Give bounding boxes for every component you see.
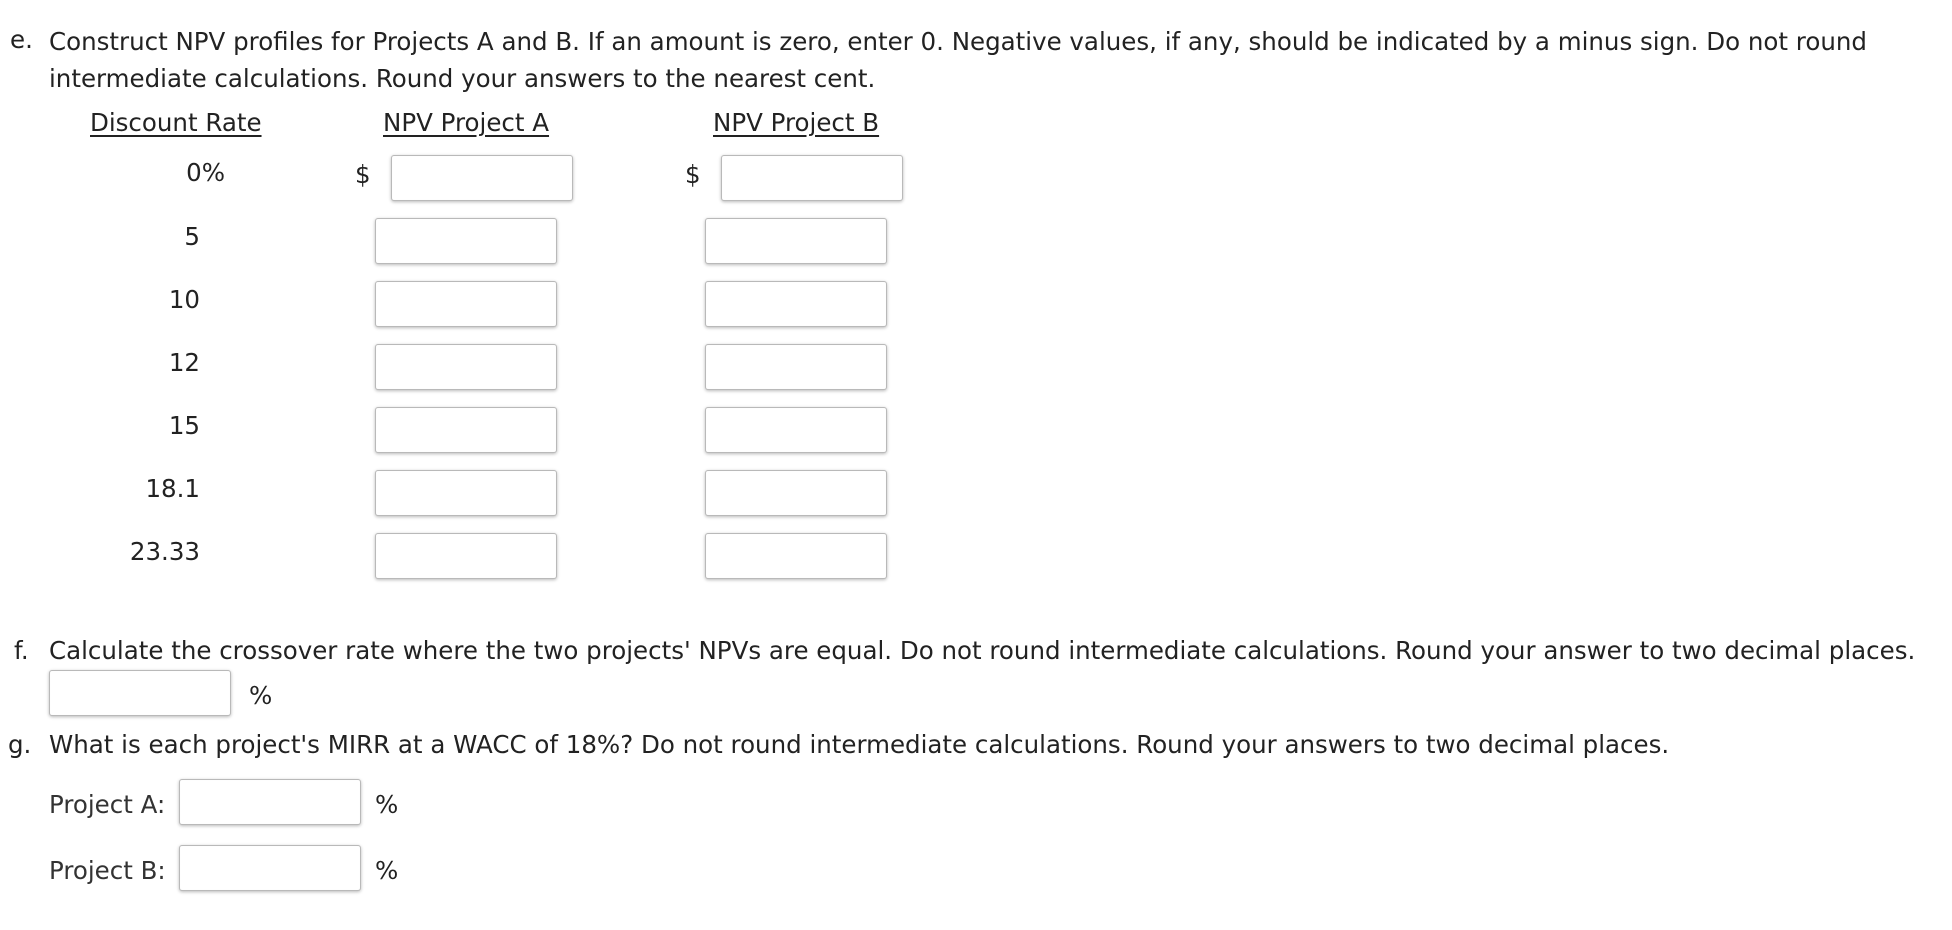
npv-b-input-6[interactable] (705, 533, 887, 579)
project-b-label: Project B: (49, 856, 166, 885)
rate-cell: 18.1 (145, 474, 200, 503)
npv-a-input-3[interactable] (375, 344, 557, 390)
npv-b-input-3[interactable] (705, 344, 887, 390)
npv-b-input-5[interactable] (705, 470, 887, 516)
npv-a-input-6[interactable] (375, 533, 557, 579)
npv-a-input-2[interactable] (375, 281, 557, 327)
mirr-project-a-input[interactable] (179, 779, 361, 825)
part-e-instructions (49, 23, 1867, 97)
npv-a-input-0[interactable] (391, 155, 573, 201)
mirr-project-b-unit: % (375, 856, 399, 885)
npv-b-input-4[interactable] (705, 407, 887, 453)
header-npv-project-a: NPV Project A (383, 108, 550, 137)
mirr-project-a-unit: % (375, 790, 399, 819)
npv-b-input-2[interactable] (705, 281, 887, 327)
part-g-letter: g. (8, 730, 32, 759)
part-e-instructions-line2: intermediate calculations. Round your answers to the nearest cent. (49, 64, 876, 93)
header-discount-rate: Discount Rate (90, 108, 262, 137)
npv-a-input-4[interactable] (375, 407, 557, 453)
rate-cell: 0% (186, 158, 225, 187)
npv-b-input-0[interactable] (721, 155, 903, 201)
currency-symbol-a: $ (355, 160, 371, 189)
crossover-rate-input[interactable] (49, 670, 231, 716)
currency-symbol-b: $ (685, 160, 701, 189)
part-e-instructions-line1: Construct NPV profiles for Projects A and B. If an amount is zero, enter 0. Negative values, if any, should be indicated by a minus sign. Do not round (49, 27, 1867, 56)
part-e-letter: e. (10, 25, 33, 54)
part-g-instructions: What is each project's MIRR at a WACC of 18%? Do not round intermediate calculations. Round your answers to two decimal places. (49, 730, 1670, 759)
rate-cell: 12 (168, 348, 200, 377)
part-f-letter: f. (14, 636, 29, 665)
header-npv-project-b: NPV Project B (713, 108, 880, 137)
rate-cell: 10 (168, 285, 200, 314)
crossover-rate-unit: % (249, 681, 273, 710)
npv-a-input-5[interactable] (375, 470, 557, 516)
part-f-instructions: Calculate the crossover rate where the two projects' NPVs are equal. Do not round intermediate calculations. Round your answer to two decimal places. (49, 636, 1916, 665)
npv-b-input-1[interactable] (705, 218, 887, 264)
rate-cell: 23.33 (129, 537, 200, 566)
npv-a-input-1[interactable] (375, 218, 557, 264)
rate-cell: 5 (184, 222, 200, 251)
rate-cell: 15 (168, 411, 200, 440)
project-a-label: Project A: (49, 790, 166, 819)
mirr-project-b-input[interactable] (179, 845, 361, 891)
